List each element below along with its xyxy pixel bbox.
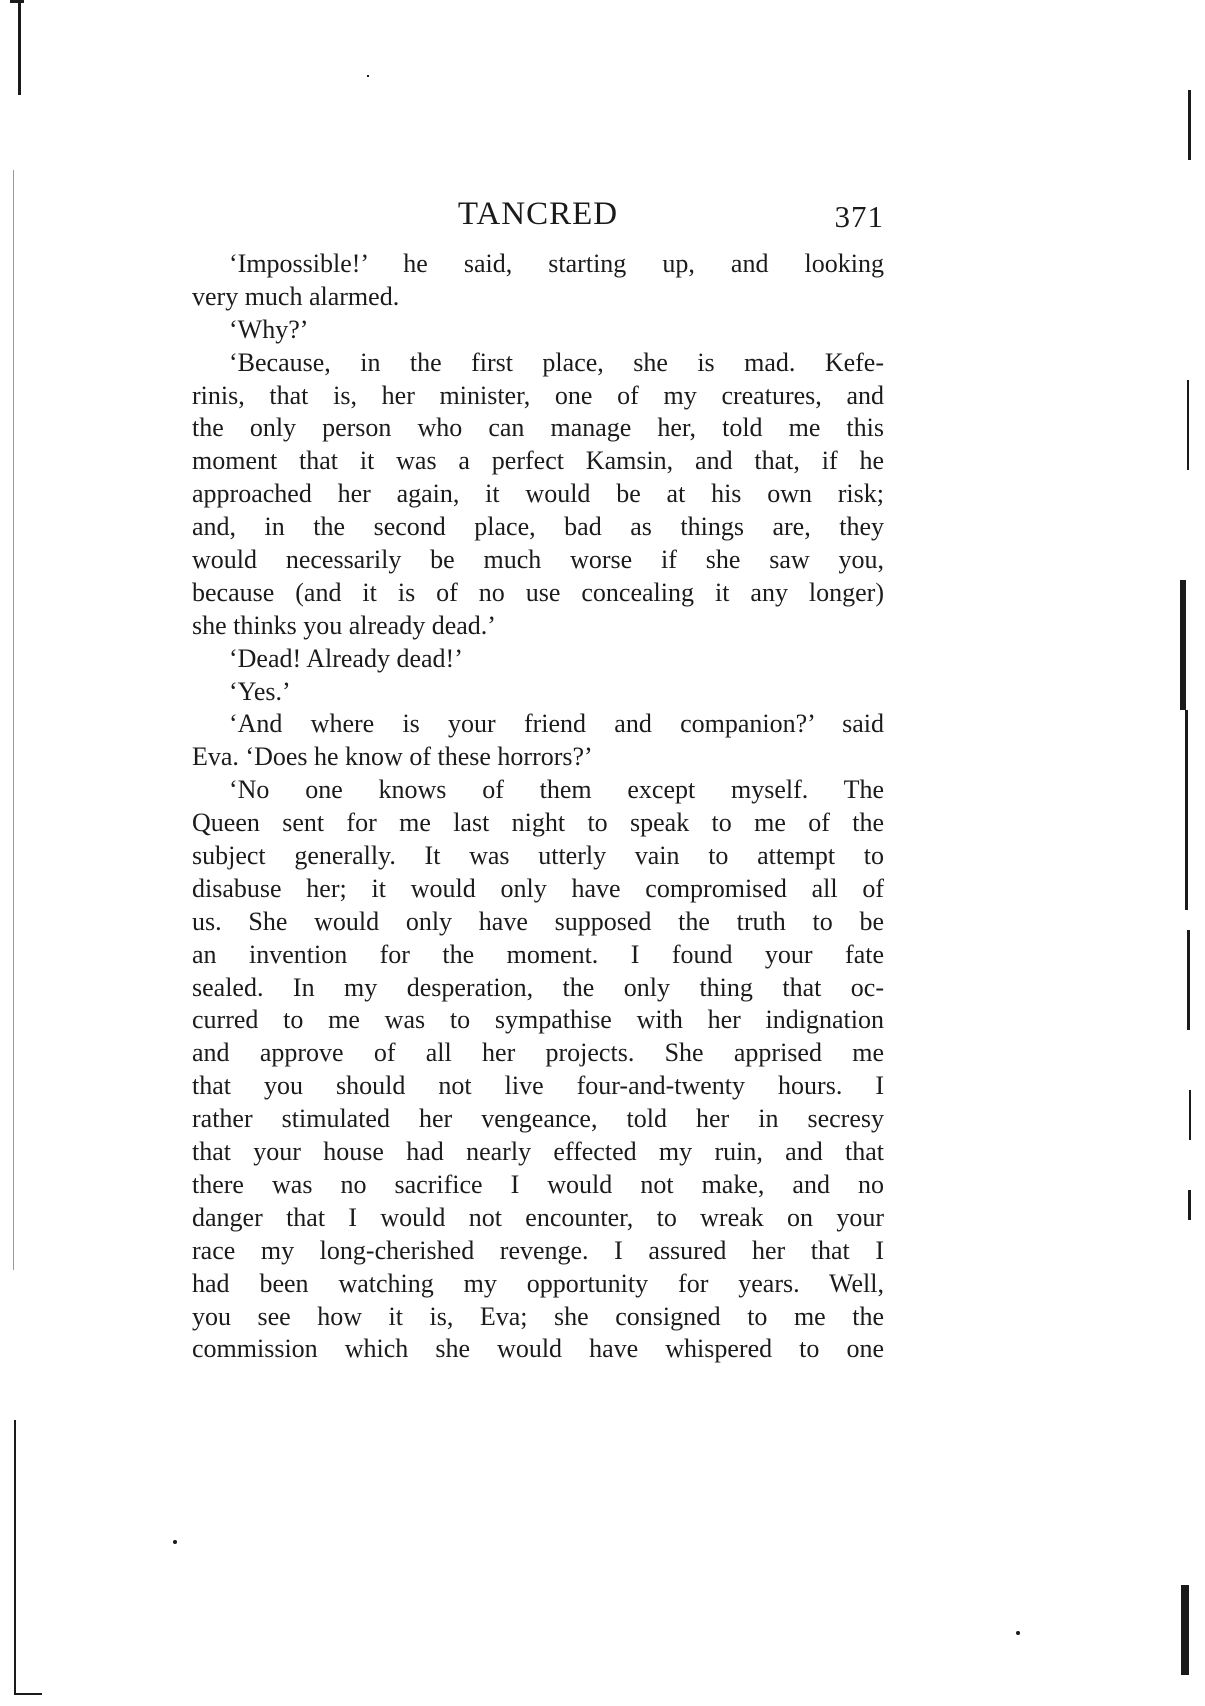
scan-edge-right-4 — [1185, 710, 1188, 910]
text-line: and approve of all her projects. She apprised me — [192, 1038, 884, 1068]
text-line: ‘Impossible!’ he said, starting up, and looking — [229, 249, 884, 278]
text-line: you see how it is, Eva; she consigned to me the — [192, 1301, 884, 1331]
scan-edge-right-3 — [1180, 580, 1186, 710]
scan-edge-right-7 — [1188, 1190, 1191, 1220]
text-line: ‘Why?’ — [229, 314, 309, 344]
scan-edge-right-2 — [1187, 380, 1189, 470]
text-line: ‘No one knows of them except myself. The — [229, 775, 884, 805]
page-number: 371 — [834, 199, 884, 234]
scan-edge-bottom-left — [14, 1420, 16, 1695]
text-line: ‘And where is your friend and companion?’ said — [229, 709, 884, 739]
text-line: curred to me was to sympathise with her indignation — [192, 1005, 884, 1035]
text-line: danger that I would not encounter, to wreak on your — [192, 1202, 884, 1232]
scan-speck-2 — [1016, 1631, 1020, 1635]
text-line: us. She would only have supposed the truth to be — [192, 906, 884, 936]
text-line: race my long-cherished revenge. I assured her that I — [192, 1235, 884, 1265]
text-line: rather stimulated her vengeance, told her in secresy — [192, 1104, 884, 1134]
text-line: rinis, that is, her minister, one of my creatures, and — [192, 380, 884, 410]
text-line: Queen sent for me last night to speak to me of the — [192, 808, 884, 838]
text-line: she thinks you already dead.’ — [192, 610, 496, 640]
scan-edge-right-1 — [1188, 90, 1191, 160]
scan-edge-right-6 — [1189, 1090, 1191, 1140]
running-title: TANCRED — [457, 196, 619, 232]
running-head — [192, 196, 884, 236]
text-line: and, in the second place, bad as things are, they — [192, 512, 884, 542]
text-line: there was no sacrifice I would not make, and no — [192, 1169, 884, 1199]
text-line: moment that it was a perfect Kamsin, and that, if he — [192, 446, 884, 476]
scan-edge-right-8 — [1181, 1585, 1189, 1675]
text-line: ‘Yes.’ — [229, 676, 291, 706]
text-line: commission which she would have whispered to one — [192, 1334, 884, 1364]
text-line: very much alarmed. — [192, 281, 400, 311]
scan-edge-bottom-left-foot — [14, 1693, 42, 1695]
text-line: would necessarily be much worse if she saw you, — [192, 545, 884, 575]
text-line: disabuse her; it would only have compromised all of — [192, 873, 884, 903]
text-line: the only person who can manage her, told me this — [192, 413, 884, 443]
text-line: Eva. ‘Does he know of these horrors?’ — [192, 742, 593, 772]
text-line: ‘Because, in the first place, she is mad. Kefe- — [229, 347, 884, 377]
scan-edge-left — [13, 170, 14, 1270]
text-line: subject generally. It was utterly vain to attempt to — [192, 841, 884, 871]
text-line: an invention for the moment. I found your fate — [192, 939, 884, 969]
text-line: had been watching my opportunity for years. Well, — [192, 1268, 884, 1298]
text-line: sealed. In my desperation, the only thing that oc- — [192, 972, 884, 1002]
text-line: that you should not live four-and-twenty hours. I — [192, 1071, 884, 1101]
scan-speck-1 — [173, 1540, 177, 1544]
body-text — [192, 248, 884, 1366]
scan-edge-top-left — [18, 0, 21, 95]
text-line: approached her again, it would be at his own risk; — [192, 479, 884, 509]
scan-edge-top-left-hook — [10, 0, 24, 3]
text-line: ‘Dead! Already dead!’ — [229, 643, 463, 673]
scan-edge-right-5 — [1187, 930, 1190, 1030]
scan-speck-3 — [367, 75, 369, 77]
text-line: because (and it is of no use concealing it any longer) — [192, 577, 884, 607]
text-line: that your house had nearly effected my ruin, and that — [192, 1137, 884, 1167]
